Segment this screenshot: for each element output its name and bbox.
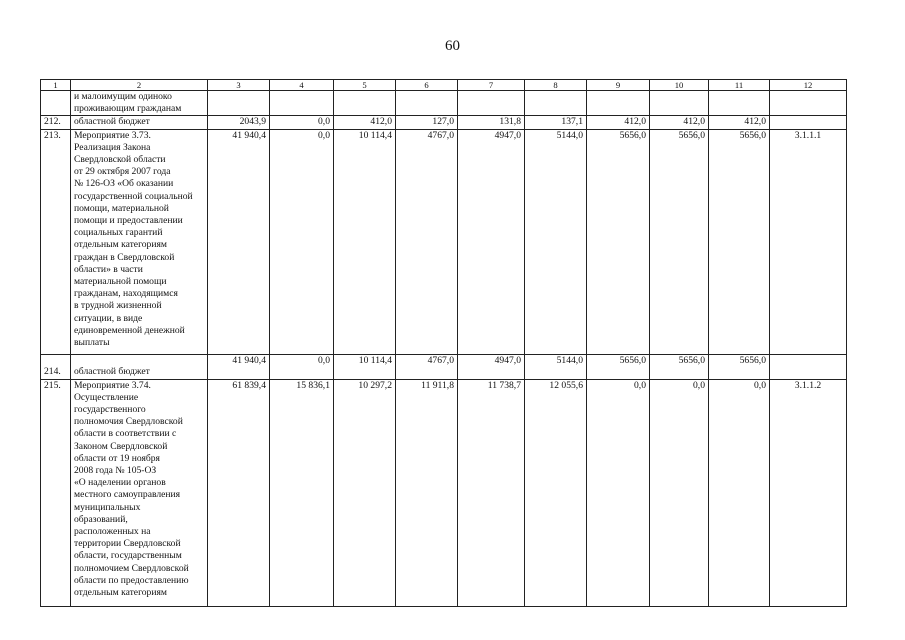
- amount-cell: 0,0: [270, 129, 334, 354]
- target-code-cell: [770, 354, 847, 379]
- budget-table: [40, 79, 847, 607]
- row-description: областной бюджет: [71, 116, 208, 129]
- amount-cell: 127,0: [396, 116, 458, 129]
- row-description: Мероприятие 3.73. Реализация Закона Свердловской области от 29 октября 2007 года № 126-ОЗ «Об оказании государственной социальной помощи, материальной помощи и предоставлении социальных гарантий отдельным категориям граждан в Свердловской области» в части материальной помощи гражданам, находящимся в трудной жизненной ситуации, в виде единовременной денежной выплаты: [71, 129, 208, 354]
- table-row: [41, 354, 847, 379]
- column-header: 7: [458, 80, 525, 91]
- column-header: 10: [650, 80, 709, 91]
- row-number: [41, 91, 71, 116]
- amount-cell: 412,0: [709, 116, 770, 129]
- amount-cell: 41 940,4: [208, 129, 270, 354]
- column-header: 1: [41, 80, 71, 91]
- column-header: 4: [270, 80, 334, 91]
- amount-cell: 10 114,4: [334, 129, 396, 354]
- amount-cell: 5656,0: [650, 354, 709, 379]
- amount-cell: 131,8: [458, 116, 525, 129]
- amount-cell: 11 911,8: [396, 379, 458, 606]
- amount-cell: 412,0: [334, 116, 396, 129]
- row-number: 214.: [41, 354, 71, 379]
- amount-cell: 5656,0: [709, 129, 770, 354]
- amount-cell: 5656,0: [709, 354, 770, 379]
- row-number: 215.: [41, 379, 71, 606]
- row-description: Мероприятие 3.74. Осуществление государственного полномочия Свердловской области в соответствии с Законом Свердловской области от 19 ноября 2008 года № 105-ОЗ «О наделении органов местного самоуправления муниципальных образований, расположенных на территории Свердловской области, государственным полномочием Свердловской области по предоставлению отдельным категориям: [71, 379, 208, 606]
- amount-cell: 0,0: [650, 379, 709, 606]
- column-header: 2: [71, 80, 208, 91]
- amount-cell: 15 836,1: [270, 379, 334, 606]
- amount-cell: 5656,0: [587, 129, 650, 354]
- amount-cell: 4947,0: [458, 354, 525, 379]
- column-header: 11: [709, 80, 770, 91]
- amount-cell: 4947,0: [458, 129, 525, 354]
- column-header: 5: [334, 80, 396, 91]
- column-header: 3: [208, 80, 270, 91]
- amount-cell: 12 055,6: [525, 379, 587, 606]
- amount-cell: [270, 91, 334, 116]
- amount-cell: [709, 91, 770, 116]
- column-header: 12: [770, 80, 847, 91]
- amount-cell: [208, 91, 270, 116]
- amount-cell: 5144,0: [525, 354, 587, 379]
- row-number: 212.: [41, 116, 71, 129]
- amount-cell: 10 114,4: [334, 354, 396, 379]
- amount-cell: 5144,0: [525, 129, 587, 354]
- amount-cell: 4767,0: [396, 129, 458, 354]
- amount-cell: [396, 91, 458, 116]
- amount-cell: 10 297,2: [334, 379, 396, 606]
- row-description: и малоимущим одиноко проживающим гражданам: [71, 91, 208, 116]
- amount-cell: [650, 91, 709, 116]
- amount-cell: 0,0: [270, 116, 334, 129]
- amount-cell: 5656,0: [650, 129, 709, 354]
- amount-cell: 137,1: [525, 116, 587, 129]
- amount-cell: 0,0: [587, 379, 650, 606]
- amount-cell: 2043,9: [208, 116, 270, 129]
- row-number: 213.: [41, 129, 71, 354]
- amount-cell: 0,0: [270, 354, 334, 379]
- target-code-cell: 3.1.1.1: [770, 129, 847, 354]
- target-code-cell: [770, 91, 847, 116]
- amount-cell: 4767,0: [396, 354, 458, 379]
- table-header-row: [41, 80, 847, 91]
- table-row: [41, 91, 847, 116]
- amount-cell: 11 738,7: [458, 379, 525, 606]
- amount-cell: [525, 91, 587, 116]
- amount-cell: [587, 91, 650, 116]
- column-header: 9: [587, 80, 650, 91]
- table-row: [41, 116, 847, 129]
- amount-cell: 41 940,4: [208, 354, 270, 379]
- table-row: [41, 379, 847, 606]
- target-code-cell: [770, 116, 847, 129]
- amount-cell: [458, 91, 525, 116]
- table-row: [41, 129, 847, 354]
- amount-cell: [334, 91, 396, 116]
- row-description: областной бюджет: [71, 354, 208, 379]
- amount-cell: 412,0: [650, 116, 709, 129]
- column-header: 8: [525, 80, 587, 91]
- amount-cell: 5656,0: [587, 354, 650, 379]
- page-number: 60: [445, 38, 460, 54]
- column-header: 6: [396, 80, 458, 91]
- amount-cell: 61 839,4: [208, 379, 270, 606]
- target-code-cell: 3.1.1.2: [770, 379, 847, 606]
- amount-cell: 0,0: [709, 379, 770, 606]
- amount-cell: 412,0: [587, 116, 650, 129]
